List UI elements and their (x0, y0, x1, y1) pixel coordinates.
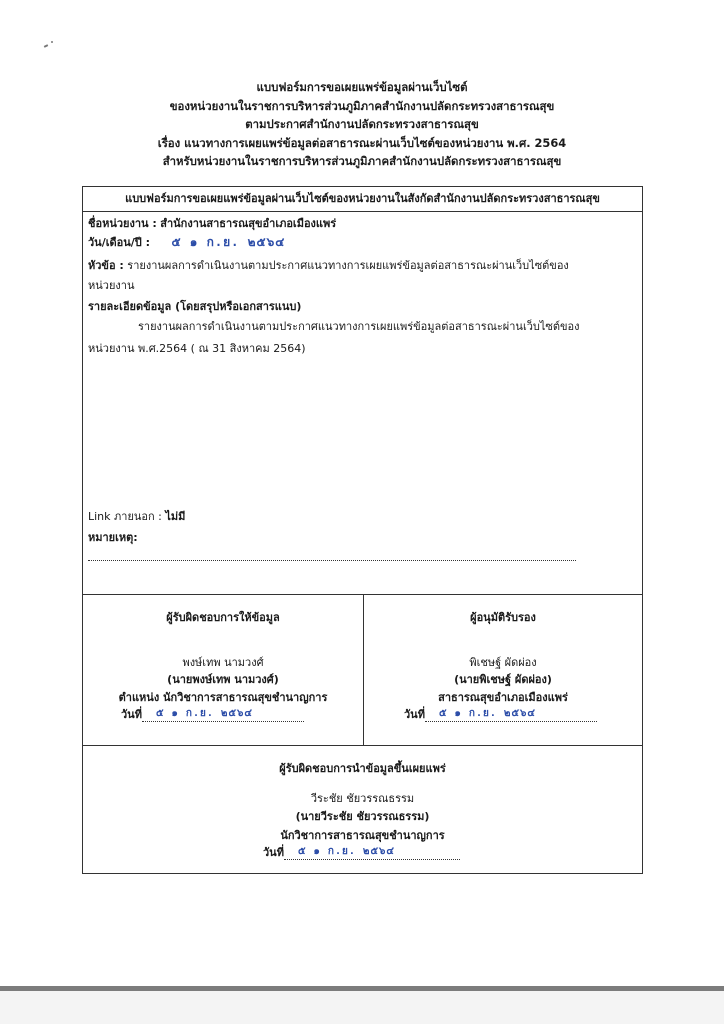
heading-line-4: เรื่อง แนวทางการเผยแพร่ข้อมูลต่อสาธารณะผ่านเว็บไซต์ของหน่วยงาน พ.ศ. 2564 (157, 135, 567, 150)
publisher-date-label: วันที่ (263, 846, 284, 859)
date-label: วัน/เดือน/ปี : (88, 236, 150, 249)
signatures-section (83, 595, 642, 746)
publisher-date-stamp: ๕ ๑ ก.ย. ๒๕๖๔ (297, 846, 395, 857)
details-label: รายละเอียดข้อมูล (โดยสรุปหรือเอกสารแนบ) (88, 300, 302, 313)
publisher-section (83, 746, 642, 876)
scan-bottom-shade (0, 991, 724, 1024)
publisher-date-line (284, 847, 460, 860)
date-stamp: ๕ ๑ ก.ย. ๒๕๖๔ (171, 235, 286, 249)
form-title: แบบฟอร์มการขอเผยแพร่ข้อมูลผ่านเว็บไซต์ของหน่วยงานในสังกัดสำนักงานปลัดกระทรวงสาธารณสุข (83, 187, 642, 212)
provider-name: (นายพงษ์เทพ นามวงศ์) (167, 673, 279, 686)
provider-date-row (121, 707, 304, 722)
approver-signature: พิเชษฐ์ ผัดผ่อง (469, 656, 537, 669)
agency-label: ชื่อหน่วยงาน : (88, 217, 157, 230)
remark-dotted-line (88, 560, 576, 561)
details-line-1: รายงานผลการดำเนินงานตามประกาศแนวทางการเผยแพร่ข้อมูลต่อสาธารณะผ่านเว็บไซต์ของ (138, 320, 580, 333)
publisher-position: นักวิชาการสาธารณสุขชำนาญการ (280, 829, 445, 842)
heading-line-2: ของหน่วยงานในราชการบริหารส่วนภูมิภาคสำนักงานปลัดกระทรวงสาธารณสุข (169, 98, 555, 113)
approver-heading: ผู้อนุมัติรับรอง (470, 611, 536, 624)
provider-position: ตำแหน่ง นักวิชาการสาธารณสุขชำนาญการ (118, 691, 328, 704)
provider-heading: ผู้รับผิดชอบการให้ข้อมูล (166, 611, 280, 624)
subject-value-cont: หน่วยงาน (88, 279, 135, 292)
provider-date-label: วันที่ (121, 708, 142, 721)
publisher-name: (นายวีระชัย ชัยวรรณธรรม) (295, 810, 430, 823)
agency-row (88, 216, 336, 232)
provider-date-line (142, 709, 304, 722)
publisher-date-row (263, 845, 460, 860)
scan-speck (51, 41, 53, 43)
link-row (88, 509, 185, 525)
subject-value: รายงานผลการดำเนินงานตามประกาศแนวทางการเผยแพร่ข้อมูลต่อสาธารณะผ่านเว็บไซต์ของ (127, 259, 569, 272)
link-value: ไม่มี (165, 510, 186, 523)
subject-row (88, 258, 569, 274)
approver-position: สาธารณสุขอำเภอเมืองแพร่ (438, 691, 568, 704)
provider-date-stamp: ๕ ๑ ก.ย. ๒๕๖๔ (155, 708, 253, 719)
date-row (88, 234, 285, 251)
details-line-2: หน่วยงาน พ.ศ.2564 ( ณ 31 สิงหาคม 2564) (88, 342, 306, 355)
request-form (82, 186, 643, 874)
agency-value: สำนักงานสาธารณสุขอำเภอเมืองแพร่ (160, 217, 337, 230)
link-label: Link ภายนอก : (88, 510, 162, 523)
heading-line-5: สำหรับหน่วยงานในราชการบริหารส่วนภูมิภาคสำนักงานปลัดกระทรวงสาธารณสุข (162, 154, 562, 168)
heading-line-3: ตามประกาศสำนักงานปลัดกระทรวงสาธารณสุข (245, 117, 479, 131)
approver-date-line (425, 709, 597, 722)
publisher-signature: วีระชัย ชัยวรรณธรรม (310, 792, 415, 805)
approver-date-stamp: ๕ ๑ ก.ย. ๒๕๖๔ (438, 708, 536, 719)
remark-label: หมายเหตุ: (88, 531, 138, 544)
scan-speck (44, 44, 48, 48)
provider-signature: พงษ์เทพ นามวงศ์ (182, 656, 264, 669)
approver-date-label: วันที่ (404, 708, 425, 721)
document-heading (0, 78, 724, 171)
form-details-section (83, 212, 642, 595)
publisher-heading: ผู้รับผิดชอบการนำข้อมูลขึ้นเผยแพร่ (279, 762, 446, 775)
approver-date-row (404, 707, 597, 722)
heading-line-1: แบบฟอร์มการขอเผยแพร่ข้อมูลผ่านเว็บไซต์ (256, 80, 468, 94)
approver-name: (นายพิเชษฐ์ ผัดผ่อง) (454, 673, 552, 686)
subject-label: หัวข้อ : (88, 259, 124, 272)
